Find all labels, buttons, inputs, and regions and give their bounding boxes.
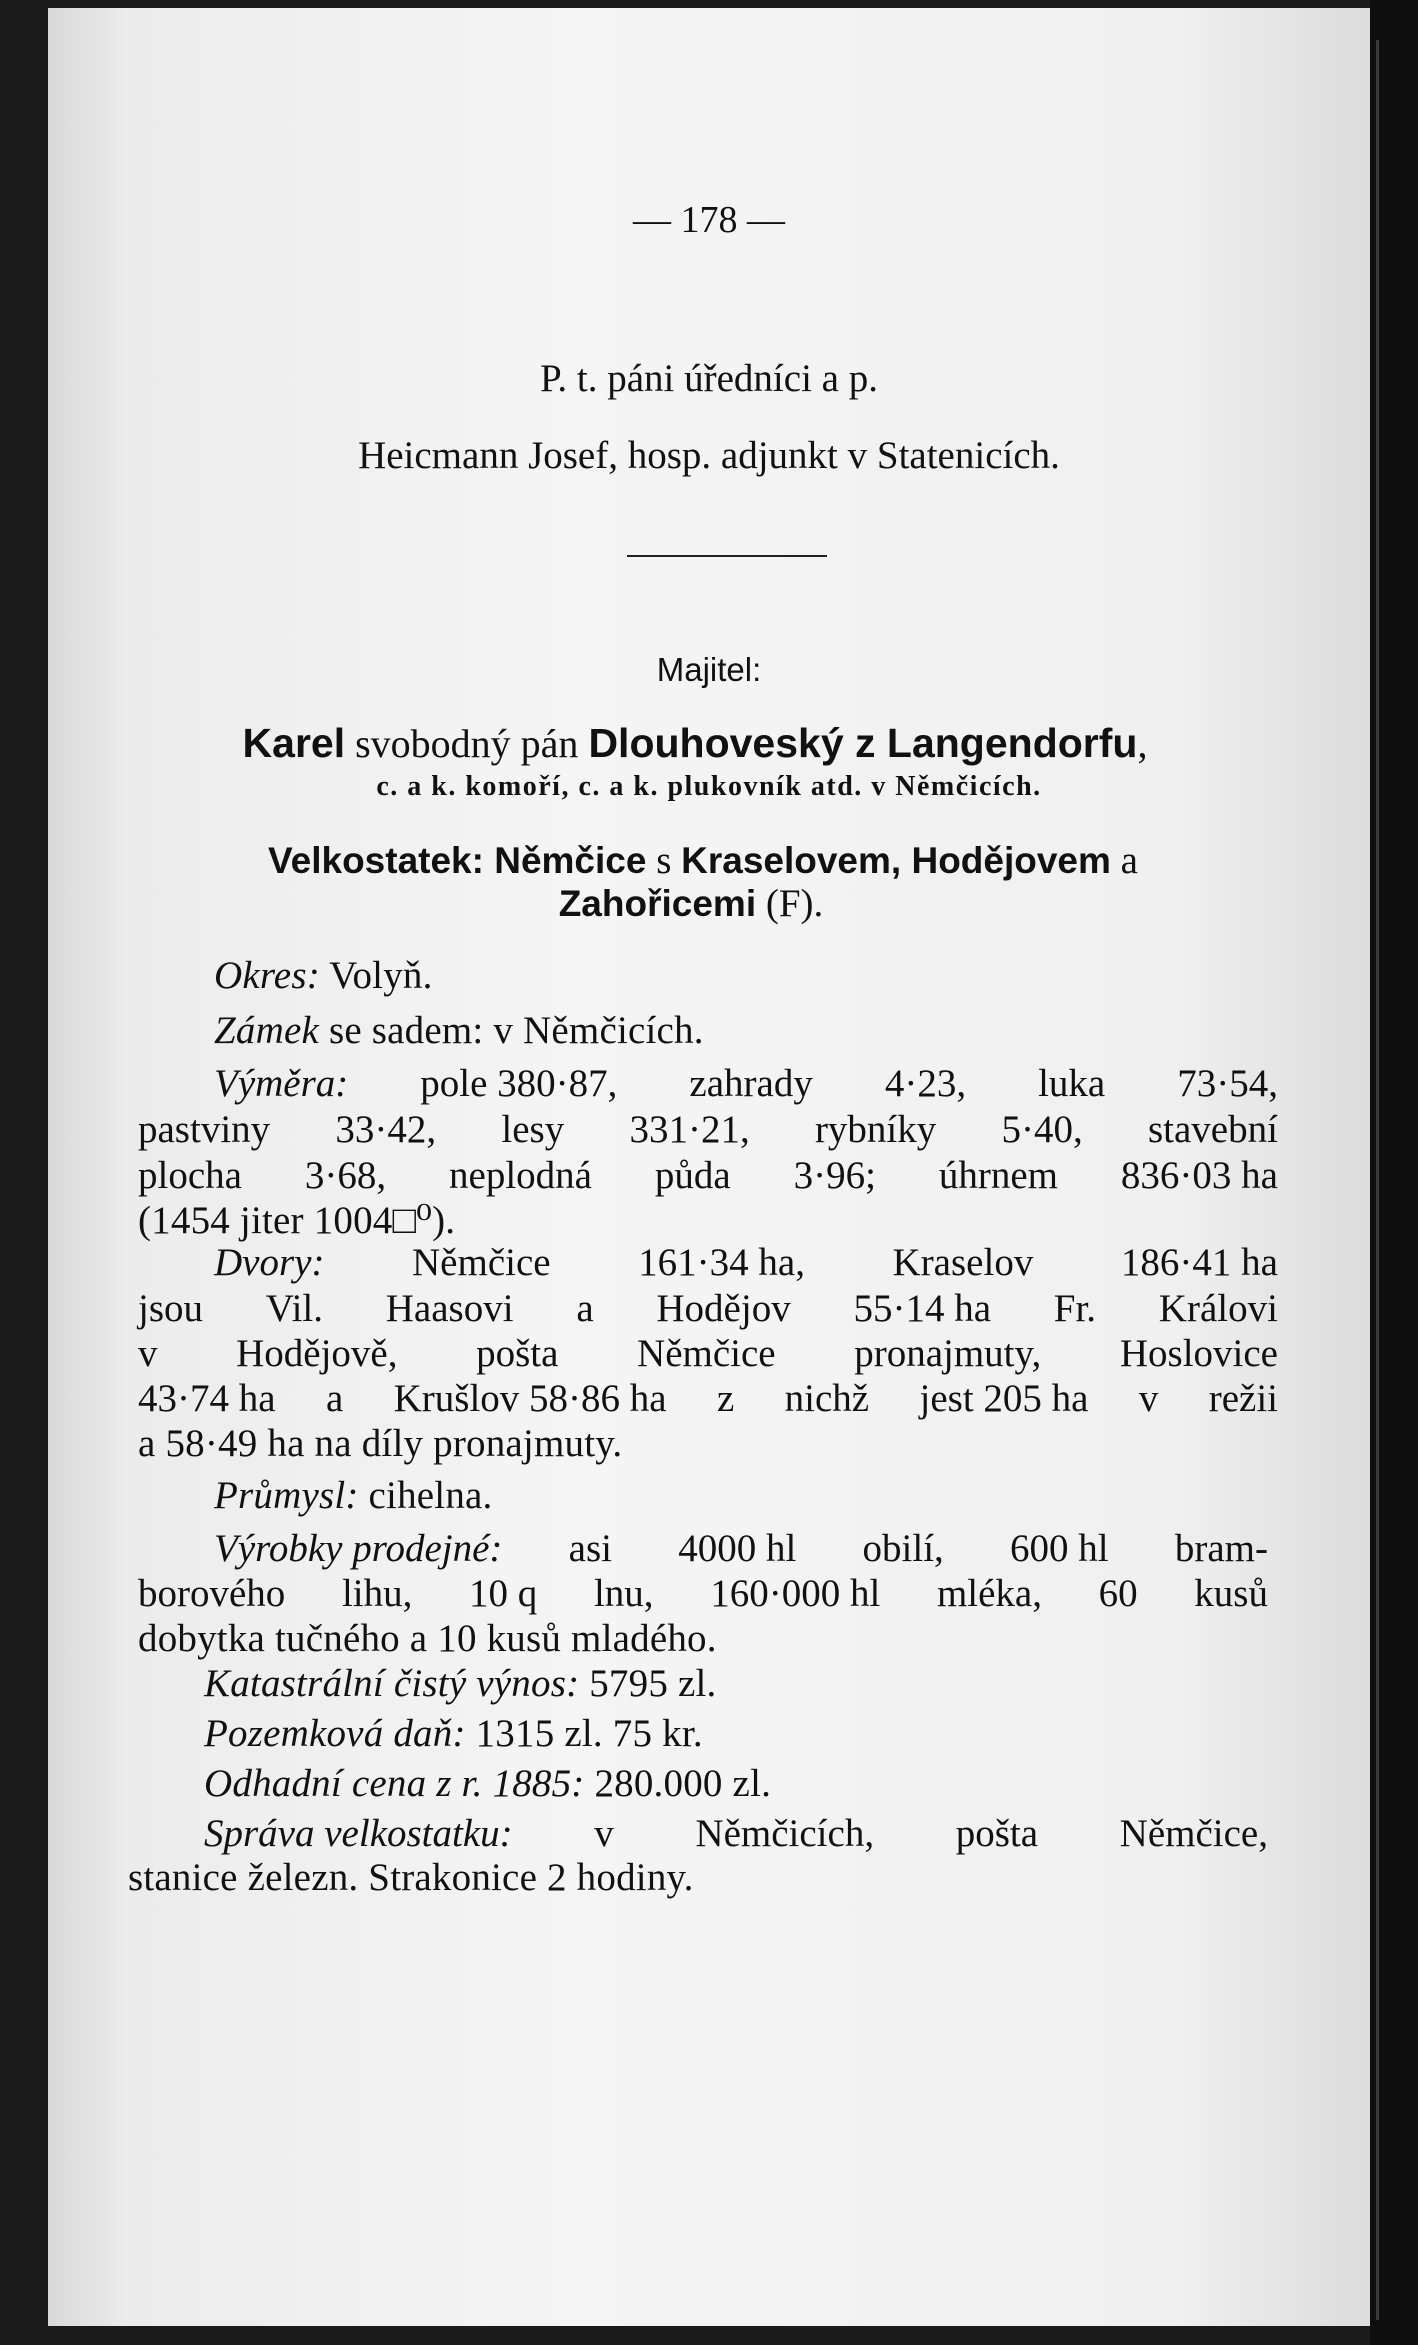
word: nichž xyxy=(784,1377,870,1420)
word: Krušlov 58·86 ha xyxy=(393,1377,667,1420)
word: stavební xyxy=(1147,1108,1278,1151)
word: 73·54, xyxy=(1177,1062,1278,1105)
word: Hoslovice xyxy=(1119,1332,1278,1375)
dan-line xyxy=(204,1711,703,1756)
katastr-label: Katastrální čistý výnos: xyxy=(204,1662,580,1705)
word: 331·21, xyxy=(629,1108,750,1151)
prumysl-line xyxy=(214,1473,492,1518)
dvory-line-1 xyxy=(214,1240,1278,1285)
word: pošta xyxy=(955,1812,1039,1855)
okres-label: Okres: xyxy=(214,954,320,997)
word: 161·34 ha, xyxy=(638,1241,805,1284)
word: Vil. xyxy=(265,1287,324,1330)
vymera-line-3 xyxy=(138,1153,1278,1198)
dvory-line-3 xyxy=(138,1331,1278,1376)
katastr-value: 5795 zl. xyxy=(589,1662,717,1705)
word: Haasovi xyxy=(385,1287,514,1330)
estate-label: Velkostatek: Němčice xyxy=(268,840,647,881)
word: luka xyxy=(1038,1062,1106,1105)
word: Němčice, xyxy=(1119,1812,1268,1855)
word: úhrnem xyxy=(938,1154,1058,1197)
word: kusů xyxy=(1194,1572,1268,1615)
prumysl-value: cihelna. xyxy=(368,1474,493,1517)
owner-name xyxy=(34,720,1356,767)
estate-line-2 xyxy=(30,881,1352,926)
word: Němčice xyxy=(412,1241,551,1284)
vyrobky-line-3: dobytka tučného a 10 kusů mladého. xyxy=(138,1617,717,1660)
word: obilí, xyxy=(862,1527,944,1570)
word: asi xyxy=(568,1527,612,1570)
word: Němčicích, xyxy=(695,1812,875,1855)
owner-titles: c. a k. komoří, c. a k. plukovník atd. v Němčicích. xyxy=(376,771,1042,802)
vymera-line-1 xyxy=(214,1061,1278,1106)
word: lihu, xyxy=(341,1572,413,1615)
word: rybníky xyxy=(814,1108,937,1151)
word: pronajmuty, xyxy=(854,1332,1042,1375)
page-number: — 178 — xyxy=(633,199,785,241)
word: 4000 hl xyxy=(678,1527,797,1570)
zamek-label: Zámek xyxy=(214,1009,319,1052)
sprava-line-2: stanice železn. Strakonice 2 hodiny. xyxy=(128,1856,694,1899)
owner-title: svobodný pán xyxy=(355,721,579,766)
word: 160·000 hl xyxy=(710,1572,881,1615)
word: borového xyxy=(138,1572,286,1615)
estate-line-1 xyxy=(42,838,1364,883)
zamek-value: se sadem: v Němčicích. xyxy=(328,1009,704,1052)
vyrobky-line-2 xyxy=(138,1571,1268,1616)
estate-place-last: Zahořicemi xyxy=(558,883,757,924)
word: režii xyxy=(1208,1377,1278,1420)
word: jest 205 ha xyxy=(919,1377,1089,1420)
dvory-label: Dvory: xyxy=(214,1241,325,1284)
word: 33·42, xyxy=(335,1108,437,1151)
owner-surname: Dlouhoveský z Langendorfu xyxy=(588,720,1138,766)
word: 600 hl xyxy=(1010,1527,1109,1570)
okres-value: Volyň. xyxy=(329,954,433,997)
word: a xyxy=(325,1377,344,1420)
word: lesy xyxy=(501,1108,565,1151)
sprava-line-1 xyxy=(204,1811,1268,1856)
word: pastviny xyxy=(138,1108,271,1151)
word: 4·23, xyxy=(884,1062,967,1105)
dvory-line-4 xyxy=(138,1376,1278,1421)
word: pole 380·87, xyxy=(420,1062,618,1105)
word: 3·68, xyxy=(304,1154,387,1197)
vymera-label: Výměra: xyxy=(214,1062,349,1105)
okres-line xyxy=(214,953,433,998)
owner-label: Majitel: xyxy=(656,651,762,688)
owner-first-name: Karel xyxy=(242,720,346,766)
word: Kraselov xyxy=(892,1241,1034,1284)
word: bram- xyxy=(1174,1527,1268,1570)
dan-label: Pozemková daň: xyxy=(204,1712,466,1755)
officials-heading: P. t. páni úředníci a p. xyxy=(540,357,878,400)
vymera-line-2 xyxy=(138,1107,1278,1152)
word: Fr. xyxy=(1053,1287,1097,1330)
word: 43·74 ha xyxy=(138,1377,276,1420)
word: Královi xyxy=(1158,1287,1278,1330)
word: Hodějově, xyxy=(236,1332,398,1375)
owner-name-comma: , xyxy=(1137,721,1148,766)
katastr-line xyxy=(204,1661,716,1706)
word: Němčice xyxy=(637,1332,776,1375)
dan-value: 1315 zl. 75 kr. xyxy=(475,1712,703,1755)
prumysl-label: Průmysl: xyxy=(214,1474,359,1517)
word: 3·96; xyxy=(793,1154,876,1197)
estate-s: s xyxy=(656,839,672,882)
word: pošta xyxy=(476,1332,559,1375)
word: plocha xyxy=(138,1154,242,1197)
vymera-line-4: (1454 jiter 1004□⁰). xyxy=(138,1199,456,1242)
word: neplodná xyxy=(449,1154,592,1197)
word: 10 q xyxy=(469,1572,538,1615)
word: 60 xyxy=(1098,1572,1138,1615)
vyrobky-line-1 xyxy=(214,1526,1268,1571)
word: a xyxy=(576,1287,594,1330)
word: 5·40, xyxy=(1001,1108,1083,1151)
book-page xyxy=(48,8,1370,2326)
cena-line xyxy=(204,1761,771,1806)
word: mléka, xyxy=(936,1572,1042,1615)
vyrobky-label: Výrobky prodejné: xyxy=(214,1527,503,1570)
word: z xyxy=(716,1377,735,1420)
estate-fideicommiss: (F). xyxy=(765,882,824,925)
officials-entry: Heicmann Josef, hosp. adjunkt v Statenicích. xyxy=(358,434,1060,477)
word: lnu, xyxy=(593,1572,654,1615)
zamek-line xyxy=(214,1008,704,1053)
estate-a: a xyxy=(1120,839,1138,882)
sprava-label: Správa velkostatku: xyxy=(204,1812,513,1855)
estate-places: Kraselovem, Hodějovem xyxy=(681,840,1111,881)
cena-label: Odhadní cena z r. 1885: xyxy=(204,1762,585,1805)
word: 836·03 ha xyxy=(1120,1154,1278,1197)
cena-value: 280.000 zl. xyxy=(594,1762,772,1805)
dvory-line-2 xyxy=(138,1286,1278,1331)
word: jsou xyxy=(138,1287,204,1330)
word: v xyxy=(138,1332,158,1375)
word: Hodějov xyxy=(656,1287,791,1330)
word: 55·14 ha xyxy=(853,1287,992,1330)
word: v xyxy=(594,1812,614,1855)
word: půda xyxy=(654,1154,731,1197)
dvory-line-5: a 58·49 ha na díly pronajmuty. xyxy=(138,1422,623,1465)
word: 186·41 ha xyxy=(1120,1241,1278,1284)
separator-rule xyxy=(627,555,827,557)
book-spine-shadow xyxy=(1370,0,1418,2345)
word: v xyxy=(1138,1377,1159,1420)
word: zahrady xyxy=(689,1062,813,1105)
